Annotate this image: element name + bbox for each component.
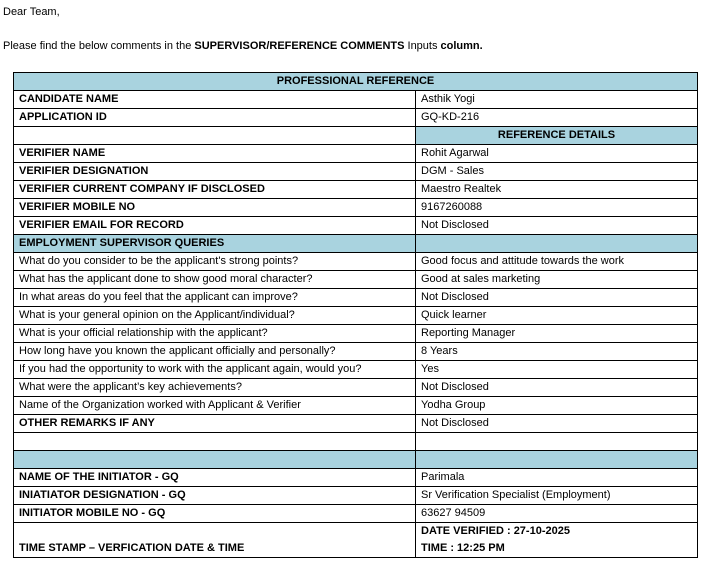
verifier-row: [14, 199, 698, 217]
verifier-label: VERIFIER DESIGNATION: [14, 163, 416, 181]
reference-details-row: [14, 127, 698, 145]
query-answer: Yodha Group: [416, 397, 698, 415]
greeting: Dear Team,: [3, 6, 60, 18]
query-question: What has the applicant done to show good moral character?: [14, 271, 416, 289]
query-row: [14, 397, 698, 415]
initiator-row: [14, 469, 698, 487]
query-row: [14, 343, 698, 361]
application-label: APPLICATION ID: [14, 109, 416, 127]
query-answer: Good at sales marketing: [416, 271, 698, 289]
query-answer: Yes: [416, 361, 698, 379]
query-answer: Not Disclosed: [416, 289, 698, 307]
verifier-label: VERIFIER EMAIL FOR RECORD: [14, 217, 416, 235]
initiator-value: 63627 94509: [416, 505, 698, 523]
timestamp-value: [416, 523, 698, 558]
verifier-value: 9167260088: [416, 199, 698, 217]
query-row: [14, 325, 698, 343]
initiator-label: INITIATOR MOBILE NO - GQ: [14, 505, 416, 523]
intro-text: [3, 40, 483, 52]
verifier-value: Rohit Agarwal: [416, 145, 698, 163]
initiator-label: NAME OF THE INITIATOR - GQ: [14, 469, 416, 487]
verifier-row: [14, 163, 698, 181]
verifier-row: [14, 145, 698, 163]
verifier-value: Maestro Realtek: [416, 181, 698, 199]
divider-cell: [416, 451, 698, 469]
reference-details-header: REFERENCE DETAILS: [416, 127, 698, 145]
query-question: In what areas do you feel that the applicant can improve?: [14, 289, 416, 307]
query-question: If you had the opportunity to work with the applicant again, would you?: [14, 361, 416, 379]
timestamp-label: TIME STAMP – VERFICATION DATE & TIME: [14, 523, 416, 558]
verifier-value: Not Disclosed: [416, 217, 698, 235]
queries-header-blank: [416, 235, 698, 253]
query-row: [14, 361, 698, 379]
intro-middle: Inputs: [404, 40, 441, 52]
other-remarks-value: Not Disclosed: [416, 415, 698, 433]
divider-row: [14, 451, 698, 469]
intro-highlight: SUPERVISOR/REFERENCE COMMENTS: [194, 40, 405, 52]
verifier-row: [14, 181, 698, 199]
query-question: How long have you known the applicant officially and personally?: [14, 343, 416, 361]
candidate-value: Asthik Yogi: [416, 91, 698, 109]
query-row: [14, 271, 698, 289]
queries-header: EMPLOYMENT SUPERVISOR QUERIES: [14, 235, 416, 253]
verifier-label: VERIFIER CURRENT COMPANY IF DISCLOSED: [14, 181, 416, 199]
query-question: What do you consider to be the applicant's strong points?: [14, 253, 416, 271]
reference-table: [13, 72, 698, 558]
other-remarks-label: OTHER REMARKS IF ANY: [14, 415, 416, 433]
verifier-label: VERIFIER NAME: [14, 145, 416, 163]
table-title: PROFESSIONAL REFERENCE: [14, 73, 698, 91]
query-answer: Quick learner: [416, 307, 698, 325]
query-answer: Good focus and attitude towards the work: [416, 253, 698, 271]
verifier-label: VERIFIER MOBILE NO: [14, 199, 416, 217]
date-verified: DATE VERIFIED : 27-10-2025: [421, 525, 570, 537]
spacer-cell: [14, 433, 416, 451]
query-question: What is your general opinion on the Applicant/individual?: [14, 307, 416, 325]
reference-details-blank: [14, 127, 416, 145]
query-question: What is your official relationship with the applicant?: [14, 325, 416, 343]
intro-prefix: Please find the below comments in the: [3, 40, 195, 52]
spacer-cell: [416, 433, 698, 451]
query-question: What were the applicant’s key achievements?: [14, 379, 416, 397]
query-row: [14, 253, 698, 271]
table-title-row: [14, 73, 698, 91]
verifier-row: [14, 217, 698, 235]
query-answer: 8 Years: [416, 343, 698, 361]
query-question: Name of the Organization worked with Applicant & Verifier: [14, 397, 416, 415]
query-row: [14, 307, 698, 325]
other-remarks-row: [14, 415, 698, 433]
query-row: [14, 379, 698, 397]
initiator-label: INIATIATOR DESIGNATION - GQ: [14, 487, 416, 505]
query-answer: Reporting Manager: [416, 325, 698, 343]
candidate-label: CANDIDATE NAME: [14, 91, 416, 109]
initiator-row: [14, 505, 698, 523]
application-value: GQ-KD-216: [416, 109, 698, 127]
timestamp-row: [14, 523, 698, 558]
divider-cell: [14, 451, 416, 469]
initiator-value: Parimala: [416, 469, 698, 487]
verifier-value: DGM - Sales: [416, 163, 698, 181]
query-answer: Not Disclosed: [416, 379, 698, 397]
time-verified: TIME : 12:25 PM: [421, 542, 505, 554]
spacer-row: [14, 433, 698, 451]
queries-header-row: [14, 235, 698, 253]
application-row: [14, 109, 698, 127]
intro-suffix: column.: [440, 40, 483, 52]
candidate-row: [14, 91, 698, 109]
query-row: [14, 289, 698, 307]
initiator-row: [14, 487, 698, 505]
initiator-value: Sr Verification Specialist (Employment): [416, 487, 698, 505]
